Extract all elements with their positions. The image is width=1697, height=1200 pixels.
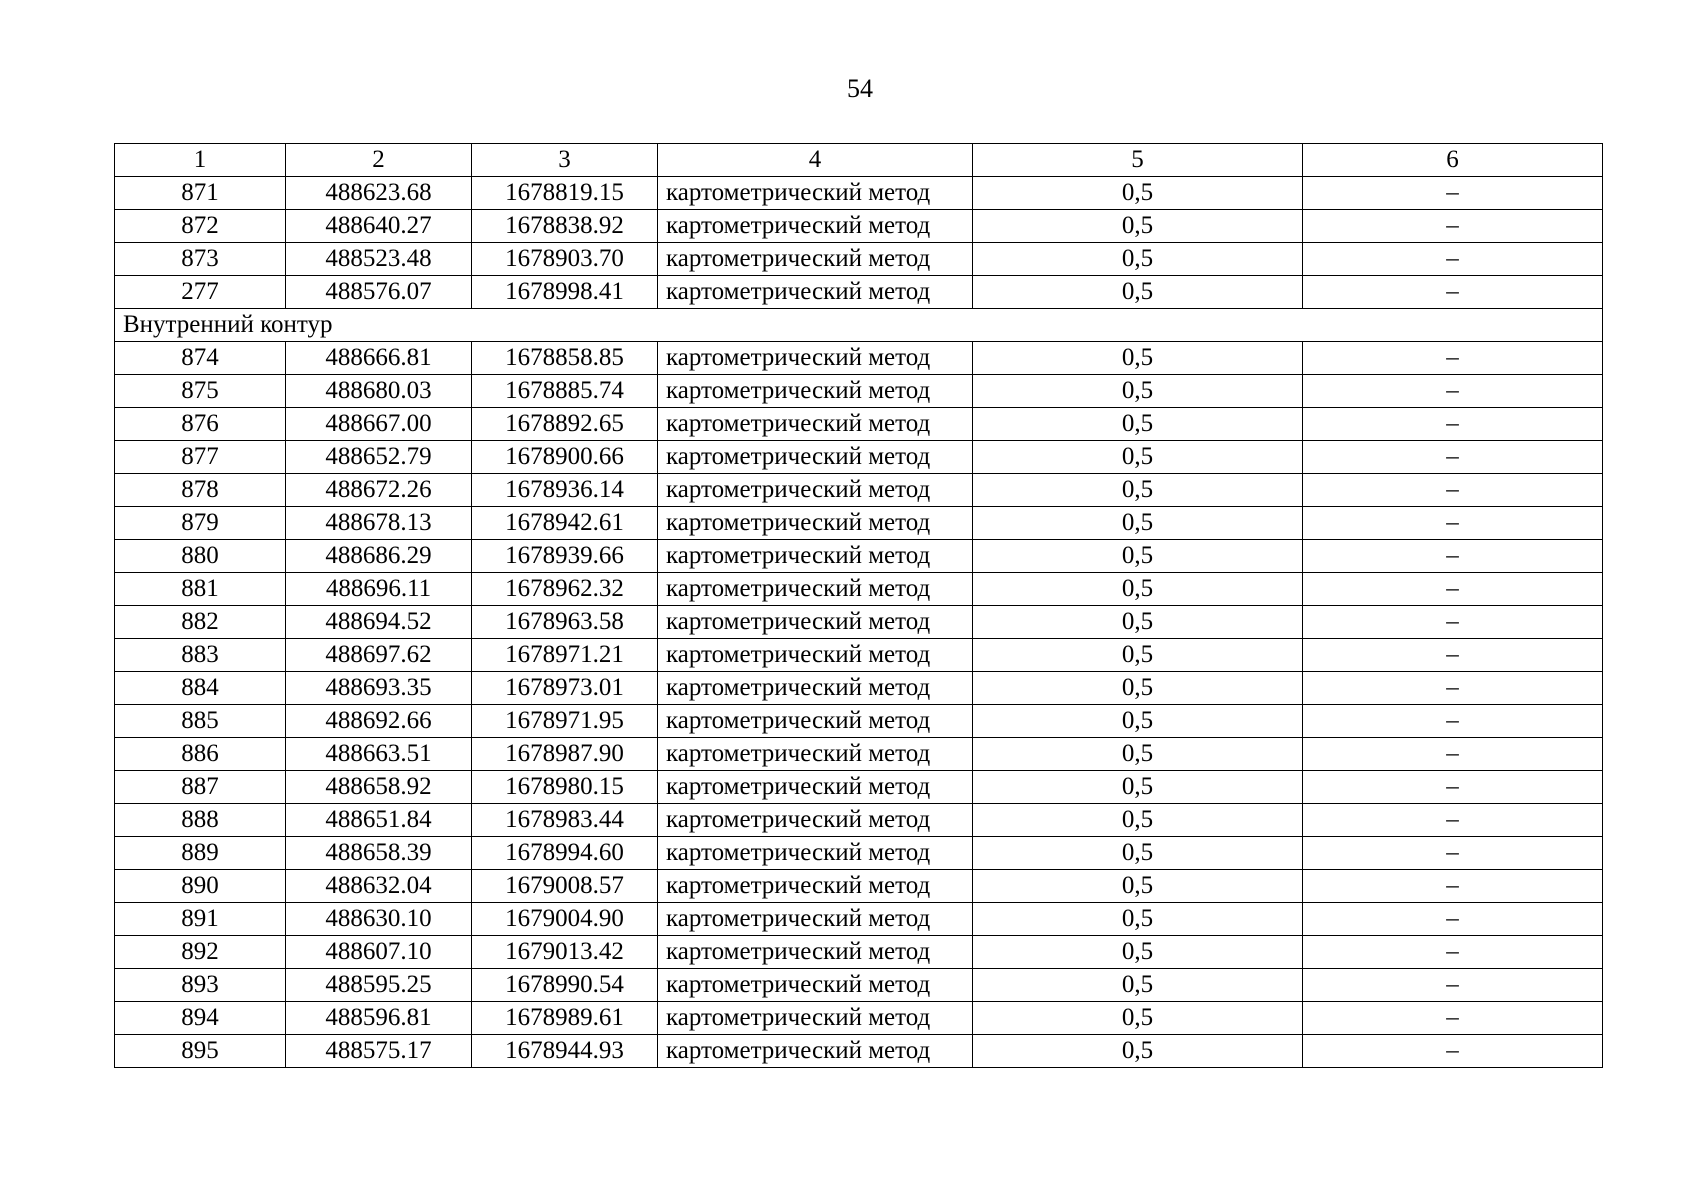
cell-x-coordinate: 488630.10 [286,903,472,936]
cell-accuracy: 0,5 [973,276,1303,309]
cell-point-number: 891 [115,903,286,936]
cell-description: – [1303,177,1603,210]
table-row [115,474,1603,507]
cell-point-number: 277 [115,276,286,309]
cell-y-coordinate: 1678971.95 [472,705,658,738]
table-row [115,375,1603,408]
cell-method: картометрический метод [658,573,973,606]
cell-point-number: 877 [115,441,286,474]
cell-accuracy: 0,5 [973,474,1303,507]
cell-y-coordinate: 1678939.66 [472,540,658,573]
table-row [115,870,1603,903]
cell-description: – [1303,804,1603,837]
cell-description: – [1303,540,1603,573]
cell-description: – [1303,870,1603,903]
table-row [115,771,1603,804]
cell-method: картометрический метод [658,507,973,540]
table-row [115,606,1603,639]
cell-method: картометрический метод [658,969,973,1002]
table-row [115,1002,1603,1035]
table-row [115,276,1603,309]
cell-description: – [1303,639,1603,672]
cell-point-number: 889 [115,837,286,870]
cell-x-coordinate: 488640.27 [286,210,472,243]
cell-x-coordinate: 488666.81 [286,342,472,375]
cell-method: картометрический метод [658,738,973,771]
cell-y-coordinate: 1678973.01 [472,672,658,705]
cell-y-coordinate: 1678963.58 [472,606,658,639]
header-cell-description: 6 [1303,144,1603,177]
cell-point-number: 892 [115,936,286,969]
table-row [115,408,1603,441]
cell-x-coordinate: 488697.62 [286,639,472,672]
cell-method: картометрический метод [658,672,973,705]
table-row [115,507,1603,540]
cell-accuracy: 0,5 [973,903,1303,936]
cell-method: картометрический метод [658,870,973,903]
cell-accuracy: 0,5 [973,936,1303,969]
cell-y-coordinate: 1678944.93 [472,1035,658,1068]
cell-description: – [1303,738,1603,771]
header-row [115,144,1603,177]
cell-accuracy: 0,5 [973,672,1303,705]
cell-x-coordinate: 488686.29 [286,540,472,573]
cell-x-coordinate: 488651.84 [286,804,472,837]
table-row [115,903,1603,936]
cell-description: – [1303,1002,1603,1035]
page-number: 54 [847,74,873,103]
cell-description: – [1303,672,1603,705]
cell-accuracy: 0,5 [973,342,1303,375]
cell-method: картометрический метод [658,1035,973,1068]
cell-description: – [1303,705,1603,738]
cell-y-coordinate: 1679008.57 [472,870,658,903]
cell-x-coordinate: 488575.17 [286,1035,472,1068]
cell-x-coordinate: 488632.04 [286,870,472,903]
cell-description: – [1303,375,1603,408]
cell-accuracy: 0,5 [973,573,1303,606]
cell-y-coordinate: 1678987.90 [472,738,658,771]
cell-method: картометрический метод [658,837,973,870]
cell-description: – [1303,936,1603,969]
cell-y-coordinate: 1678858.85 [472,342,658,375]
cell-point-number: 874 [115,342,286,375]
table-row [115,738,1603,771]
cell-accuracy: 0,5 [973,738,1303,771]
cell-y-coordinate: 1678900.66 [472,441,658,474]
cell-method: картометрический метод [658,1002,973,1035]
cell-description: – [1303,837,1603,870]
table-row [115,936,1603,969]
cell-y-coordinate: 1678903.70 [472,243,658,276]
cell-x-coordinate: 488663.51 [286,738,472,771]
cell-description: – [1303,903,1603,936]
cell-accuracy: 0,5 [973,1035,1303,1068]
cell-x-coordinate: 488607.10 [286,936,472,969]
header-cell-point-number: 1 [115,144,286,177]
cell-accuracy: 0,5 [973,837,1303,870]
cell-accuracy: 0,5 [973,639,1303,672]
cell-accuracy: 0,5 [973,969,1303,1002]
cell-y-coordinate: 1678989.61 [472,1002,658,1035]
cell-y-coordinate: 1678885.74 [472,375,658,408]
cell-point-number: 893 [115,969,286,1002]
cell-method: картометрический метод [658,771,973,804]
cell-description: – [1303,507,1603,540]
cell-method: картометрический метод [658,705,973,738]
cell-y-coordinate: 1678936.14 [472,474,658,507]
cell-point-number: 871 [115,177,286,210]
cell-point-number: 876 [115,408,286,441]
cell-y-coordinate: 1679004.90 [472,903,658,936]
cell-x-coordinate: 488667.00 [286,408,472,441]
cell-description: – [1303,441,1603,474]
cell-x-coordinate: 488652.79 [286,441,472,474]
cell-y-coordinate: 1678980.15 [472,771,658,804]
cell-accuracy: 0,5 [973,243,1303,276]
header-cell-y-coordinate: 3 [472,144,658,177]
table-row [115,243,1603,276]
cell-x-coordinate: 488694.52 [286,606,472,639]
cell-x-coordinate: 488692.66 [286,705,472,738]
cell-x-coordinate: 488523.48 [286,243,472,276]
cell-point-number: 875 [115,375,286,408]
cell-description: – [1303,276,1603,309]
cell-y-coordinate: 1678838.92 [472,210,658,243]
cell-x-coordinate: 488678.13 [286,507,472,540]
header-cell-accuracy: 5 [973,144,1303,177]
cell-x-coordinate: 488693.35 [286,672,472,705]
cell-method: картометрический метод [658,804,973,837]
cell-description: – [1303,474,1603,507]
table-row [115,672,1603,705]
cell-accuracy: 0,5 [973,870,1303,903]
cell-y-coordinate: 1678994.60 [472,837,658,870]
cell-method: картометрический метод [658,342,973,375]
cell-y-coordinate: 1678942.61 [472,507,658,540]
cell-x-coordinate: 488672.26 [286,474,472,507]
cell-accuracy: 0,5 [973,1002,1303,1035]
table-header [115,144,1603,177]
cell-x-coordinate: 488696.11 [286,573,472,606]
table-row [115,441,1603,474]
cell-method: картометрический метод [658,276,973,309]
table-body [115,177,1603,1068]
cell-y-coordinate: 1678962.32 [472,573,658,606]
cell-point-number: 883 [115,639,286,672]
cell-description: – [1303,573,1603,606]
cell-accuracy: 0,5 [973,441,1303,474]
cell-description: – [1303,342,1603,375]
cell-x-coordinate: 488680.03 [286,375,472,408]
cell-y-coordinate: 1679013.42 [472,936,658,969]
cell-y-coordinate: 1678819.15 [472,177,658,210]
cell-accuracy: 0,5 [973,408,1303,441]
cell-method: картометрический метод [658,408,973,441]
table-row [115,837,1603,870]
cell-x-coordinate: 488658.92 [286,771,472,804]
cell-accuracy: 0,5 [973,177,1303,210]
cell-accuracy: 0,5 [973,606,1303,639]
cell-accuracy: 0,5 [973,507,1303,540]
cell-method: картометрический метод [658,540,973,573]
cell-point-number: 888 [115,804,286,837]
table-row [115,705,1603,738]
cell-point-number: 880 [115,540,286,573]
cell-y-coordinate: 1678971.21 [472,639,658,672]
cell-description: – [1303,210,1603,243]
cell-point-number: 890 [115,870,286,903]
cell-description: – [1303,243,1603,276]
cell-point-number: 895 [115,1035,286,1068]
cell-y-coordinate: 1678983.44 [472,804,658,837]
table-row [115,540,1603,573]
table-row [115,639,1603,672]
table-row [115,177,1603,210]
cell-description: – [1303,969,1603,1002]
cell-method: картометрический метод [658,441,973,474]
cell-point-number: 882 [115,606,286,639]
table-row [115,969,1603,1002]
cell-description: – [1303,1035,1603,1068]
cell-method: картометрический метод [658,606,973,639]
cell-x-coordinate: 488623.68 [286,177,472,210]
cell-accuracy: 0,5 [973,804,1303,837]
cell-y-coordinate: 1678892.65 [472,408,658,441]
header-cell-method: 4 [658,144,973,177]
header-cell-x-coordinate: 2 [286,144,472,177]
cell-method: картометрический метод [658,903,973,936]
section-title: Внутренний контур [115,309,1603,342]
cell-method: картометрический метод [658,474,973,507]
coordinates-table [114,143,1603,1068]
cell-method: картометрический метод [658,243,973,276]
cell-y-coordinate: 1678998.41 [472,276,658,309]
cell-point-number: 873 [115,243,286,276]
cell-point-number: 881 [115,573,286,606]
cell-point-number: 887 [115,771,286,804]
cell-accuracy: 0,5 [973,771,1303,804]
cell-point-number: 878 [115,474,286,507]
table-row [115,210,1603,243]
cell-x-coordinate: 488658.39 [286,837,472,870]
cell-description: – [1303,606,1603,639]
cell-point-number: 879 [115,507,286,540]
cell-method: картометрический метод [658,936,973,969]
cell-description: – [1303,408,1603,441]
cell-method: картометрический метод [658,177,973,210]
cell-method: картометрический метод [658,210,973,243]
cell-point-number: 886 [115,738,286,771]
cell-method: картометрический метод [658,375,973,408]
table-row [115,804,1603,837]
table-row [115,1035,1603,1068]
cell-point-number: 885 [115,705,286,738]
cell-accuracy: 0,5 [973,540,1303,573]
cell-description: – [1303,771,1603,804]
cell-method: картометрический метод [658,639,973,672]
cell-x-coordinate: 488596.81 [286,1002,472,1035]
cell-point-number: 894 [115,1002,286,1035]
cell-accuracy: 0,5 [973,210,1303,243]
cell-x-coordinate: 488595.25 [286,969,472,1002]
cell-point-number: 872 [115,210,286,243]
cell-point-number: 884 [115,672,286,705]
cell-accuracy: 0,5 [973,375,1303,408]
table-row [115,342,1603,375]
cell-x-coordinate: 488576.07 [286,276,472,309]
table-row [115,573,1603,606]
section-row [115,309,1603,342]
cell-accuracy: 0,5 [973,705,1303,738]
cell-y-coordinate: 1678990.54 [472,969,658,1002]
